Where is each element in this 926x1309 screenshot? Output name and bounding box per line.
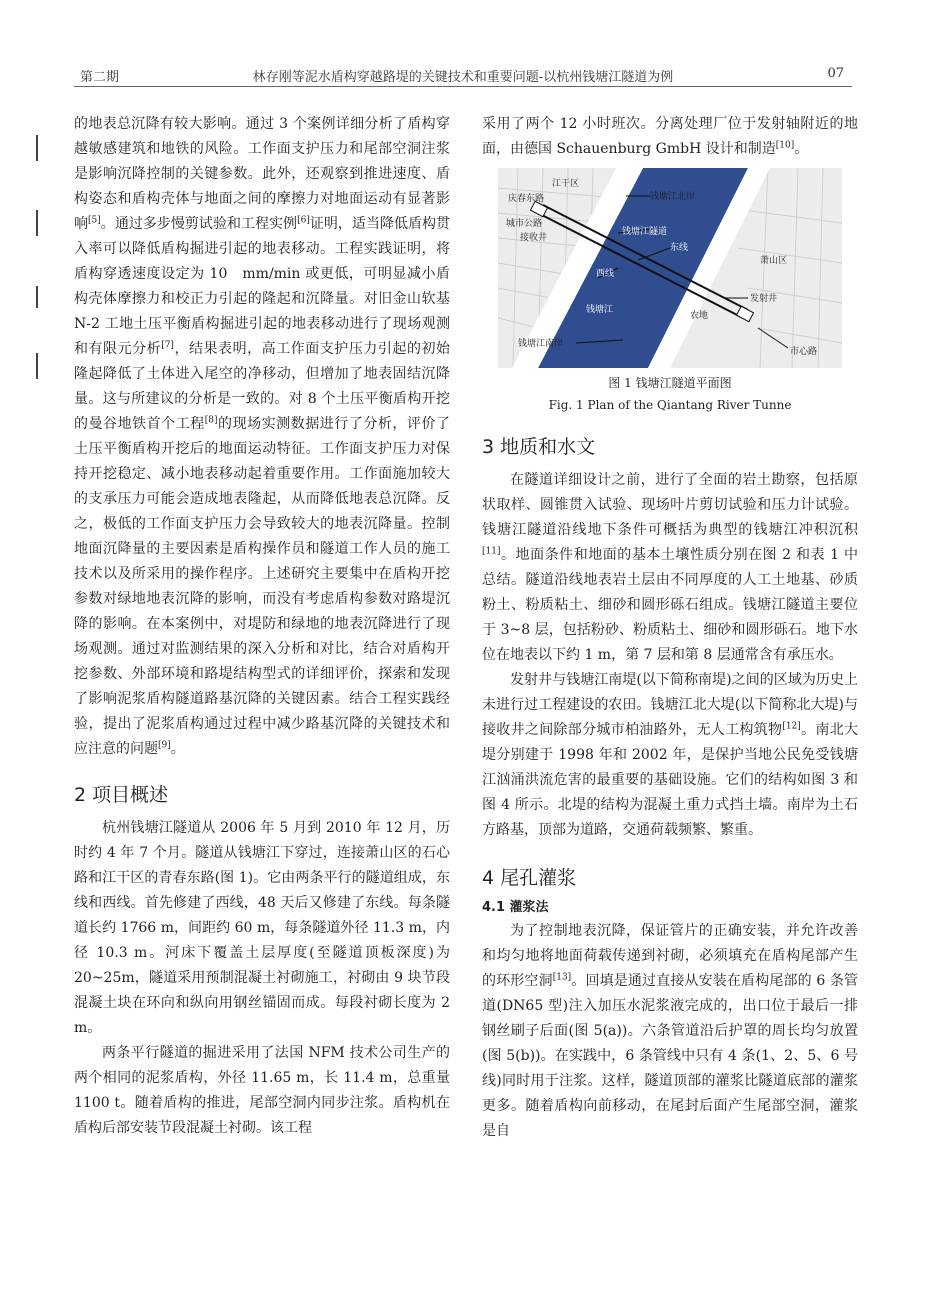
- paragraph: 在隧道详细设计之前，进行了全面的岩土勘察，包括原状取样、圆锥贯入试验、现场叶片剪切试验和压力计试验。钱塘江隧道沿线地下条件可概括为典型的钱塘江冲积沉积[11]。地面条件和地面的基本土壤性质分别在图 2 和表 1 中总结。隧道沿线地表岩土层由不同厚度的人工土地基、砂质粉土、粉质粘土、细砂和圆形砾石组成。钱塘江隧道主要位于 3~8 层，包括粉砂、粉质粘土、细砂和圆形砾石。地下水位在地表以下约 1 m，第 7 层和第 8 层通常含有承压水。: [482, 472, 858, 663]
- map-label: 东线: [670, 243, 689, 253]
- paragraph: 采用了两个 12 小时班次。分离处理厂位于发射轴附近的地面，由德国 Schauenburg GmbH 设计和制造[10]。: [482, 116, 858, 157]
- running-title: 林存刚等泥水盾构穿越路堤的关键技术和重要问题-以杭州钱塘江隧道为例: [252, 70, 674, 85]
- section-4-heading: 4 尾孔灌浆: [482, 867, 577, 889]
- section-3-heading: 3 地质和水文: [482, 436, 596, 458]
- citation: [12]: [782, 721, 801, 732]
- citation: [8]: [204, 415, 218, 426]
- right-column: [482, 112, 858, 1144]
- citation: [7]: [161, 340, 174, 351]
- map-label: 城市公路: [506, 219, 543, 229]
- citation: [9]: [158, 740, 171, 751]
- header-rule: [74, 86, 852, 87]
- change-bar: [36, 210, 38, 236]
- paragraph: 两条平行隧道的掘进采用了法国 NFM 技术公司生产的两个相同的泥浆盾构，外径 11.65 m，长 11.4 m，总重量 1100 t。随着盾构的推进，尾部空洞内同步注浆。盾构机在盾构后部安装节段混凝土衬砌。该工程: [74, 1045, 450, 1136]
- section-4-1-heading: 4.1 灌浆法: [482, 900, 549, 915]
- change-bar: [36, 353, 38, 379]
- running-header: [74, 66, 852, 86]
- citation: [13]: [552, 972, 572, 983]
- citation: [6]: [297, 215, 310, 226]
- citation: [10]: [775, 140, 795, 151]
- citation: [5]: [88, 215, 101, 226]
- map-label: 市心路: [790, 347, 818, 357]
- map-label: 钱塘江隧道: [622, 227, 668, 237]
- map-label: 萧山区: [760, 256, 788, 266]
- change-bar: [36, 286, 38, 308]
- paragraph: 杭州钱塘江隧道从 2006 年 5 月到 2010 年 12 月，历时约 4 年 7 个月。隧道从钱塘江下穿过，连接萧山区的石心路和江干区的青春东路(图 1)。它由两条平行的隧道组成，东线和西线。首先修建了西线，48 天后又修建了东线。每条隧道长约 1766 m，间距约 60 m，每条隧道外径 11.3 m，内径 10.3 m。河床下覆盖土层厚度(至隧道顶板深度)为 20~25m，隧道采用预制混凝土衬砌施工，衬砌由 9 块节段混凝土块在环向和纵向用钢丝锚固而成。每段衬砌长度为 2 m。: [74, 820, 450, 1036]
- map-label: 江干区: [552, 179, 580, 189]
- figure-caption-cn: 图 1 钱塘江隧道平面图: [608, 376, 732, 390]
- map-label: 钱塘江南岸: [518, 339, 564, 349]
- paragraph: 的地表总沉降有较大影响。通过 3 个案例详细分析了盾构穿越敏感建筑和地铁的风险。工作面支护压力和尾部空洞注浆是影响沉降控制的关键参数。此外，还观察到推进速度、盾构姿态和盾构壳体与地面之间的摩擦力对地面运动有显著影响[5]。通过多步慢剪试验和工程实例[6]证明，适当降低盾构贯入率可以降低盾构掘进引起的地表移动。工程实践证明，将盾构穿透速度设定为 10 mm/min 或更低，可明显减小盾构壳体摩擦力和校正力引起的隆起和沉降量。对旧金山软基 N-2 工地土压平衡盾构掘进引起的地表移动进行了现场观测和有限元分析[7]，结果表明，高工作面支护压力引起的初始隆起降低了土体进入尾空的净移动，但增加了地表固结沉降量。这与所建议的分析是一致的。对 8 个土压平衡盾构开挖的曼谷地铁首个工程[8]的现场实测数据进行了分析，评价了土压平衡盾构开挖后的地面运动特征。工作面支护压力对保持开挖稳定、减小地表移动起着重要作用。工作面施加较大的支承压力可能会造成地表隆起，从而降低地表总沉降。反之，极低的工作面支护压力会导致较大的地表沉降量。控制地面沉降量的主要因素是盾构操作员和隧道工作人员的施工技术以及所采用的操作程序。上述研究主要集中在盾构开挖参数对绿地地表沉降的影响，而没有考虑盾构参数对路堤沉降的影响。在本案例中，对堤防和绿地的地表沉降进行了现场观测。通过对监测结果的深入分析和对比，结合对盾构开挖参数、外部环境和路堤结构型式的详细评价，探索和发现了影响泥浆盾构隧道路基沉降的关键因素。结合工程实践经验，提出了泥浆盾构通过过程中减少路基沉降的关键技术和应注意的问题[9]。: [74, 116, 451, 757]
- citation: [11]: [482, 546, 501, 557]
- figure-caption-en: Fig. 1 Plan of the Qiantang River Tunne: [548, 398, 792, 412]
- section-2-heading: 2 项目概述: [74, 784, 169, 806]
- paragraph: 发射井与钱塘江南堤(以下简称南堤)之间的区域为历史上未进行过工程建设的农田。钱塘江北大堤(以下简称北大堤)与接收井之间除部分城市柏油路外，无人工构筑物[12]。南北大堤分别建于 1998 年和 2002 年，是保护当地公民免受钱塘江汹涌洪流危害的最重要的基础设施。它们的结构如图 3 和图 4 所示。北堤的结构为混凝土重力式挡土墙。南岸为土石方路基，顶部为道路，交通荷载频繁、繁重。: [482, 672, 858, 838]
- map-label: 西线: [596, 269, 615, 279]
- change-bar: [36, 135, 38, 161]
- map-label: 钱塘江: [586, 305, 614, 315]
- map-label: 庆春东路: [508, 194, 545, 204]
- paragraph: 为了控制地表沉降，保证管片的正确安装，并允许改善和均匀地将地面荷载传递到衬砌，必须填充在盾构尾部产生的环形空洞[13]。回填是通过直接从安装在盾构尾部的 6 条管道(DN65 型)注入加压水泥浆液完成的，出口位于最后一排钢丝刷子后面(图 5(a))。六条管道沿后护罩的周长均匀放置(图 5(b))。在实践中，6 条管线中只有 4 条(1、2、5、6 号线)同时用于注浆。这样，隧道顶部的灌浆比隧道底部的灌浆更多。随着盾构向前移动，在尾封后面产生尾部空洞，灌浆是自: [482, 923, 859, 1139]
- map-label: 钱塘江北岸: [650, 192, 696, 202]
- map-label: 接收井: [520, 233, 548, 243]
- issue-label: 第二期: [80, 70, 120, 85]
- map-label: 发射井: [750, 294, 778, 304]
- left-column: [74, 112, 450, 1141]
- page-number: 07: [827, 66, 844, 81]
- map-label: 农地: [690, 311, 709, 321]
- tunnel-plan-map: [498, 168, 842, 368]
